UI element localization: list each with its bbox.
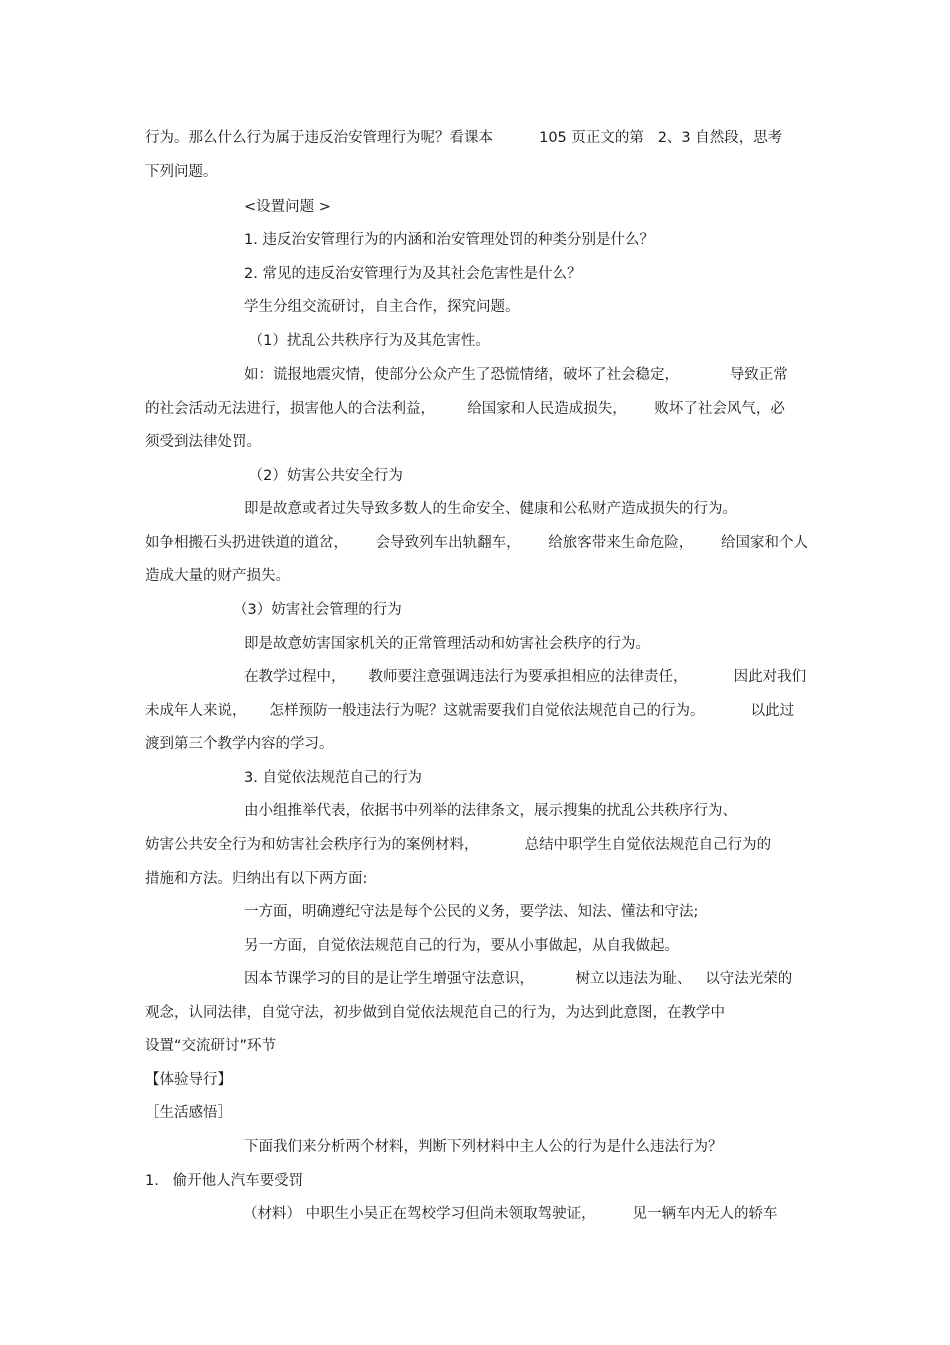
text-line: 1. 偷开他人汽车要受罚: [145, 1173, 304, 1189]
text-line: （1）扰乱公共秩序行为及其危害性。: [244, 333, 490, 349]
text-line: 即是故意妨害国家机关的正常管理活动和妨害社会秩序的行为。: [244, 636, 650, 652]
text-line: <设置问题 >: [244, 199, 331, 215]
text-line: 观念，认同法律，自觉守法，初步做到自觉依法规范自己的行为，为达到此意图，在教学中: [145, 1005, 725, 1021]
text-line: 渡到第三个教学内容的学习。: [145, 736, 334, 752]
text-line: 另一方面，自觉依法规范自己的行为，要从小事做起，从自我做起。: [244, 938, 679, 954]
text-line: 行为。那么什么行为属于违反治安管理行为呢？看课本 105 页正文的第 2、3 自然段，思考: [145, 130, 783, 146]
text-line: 妨害公共安全行为和妨害社会秩序行为的案例材料， 总结中职学生自觉依法规范自己行为的: [145, 837, 772, 853]
text-line: 如：谎报地震灾情，使部分公众产生了恐慌情绪，破坏了社会稳定， 导致正常: [244, 367, 788, 383]
subsection-heading: ［生活感悟］: [145, 1105, 232, 1121]
text-line: 下面我们来分析两个材料，判断下列材料中主人公的行为是什么违法行为？: [244, 1139, 723, 1155]
text-line: 造成大量的财产损失。: [145, 568, 290, 584]
text-line: （3）妨害社会管理的行为: [233, 602, 402, 618]
text-line: 须受到法律处罚。: [145, 434, 261, 450]
text-line: 下列问题。: [145, 164, 218, 180]
text-line: 因本节课学习的目的是让学生增强守法意识， 树立以违法为耻、 以守法光荣的: [244, 971, 793, 987]
text-line: 由小组推举代表，依据书中列举的法律条文，展示搜集的扰乱公共秩序行为、: [244, 803, 737, 819]
text-line: 3. 自觉依法规范自己的行为: [244, 770, 422, 786]
text-line: 即是故意或者过失导致多数人的生命安全、健康和公私财产造成损失的行为。: [244, 501, 737, 517]
text-line: 在教学过程中， 教师要注意强调违法行为要承担相应的法律责任， 因此对我们: [244, 669, 807, 685]
text-line: 1. 违反治安管理行为的内涵和治安管理处罚的种类分别是什么？: [244, 232, 654, 248]
text-line: （材料） 中职生小吴正在驾校学习但尚未领取驾驶证， 见一辆车内无人的轿车: [243, 1206, 778, 1222]
section-heading: 【体验导行】: [145, 1072, 232, 1088]
text-line: 未成年人来说， 怎样预防一般违法行为呢？这就需要我们自觉依法规范自己的行为。 以此过: [145, 703, 795, 719]
text-line: 学生分组交流研讨，自主合作，探究问题。: [244, 299, 520, 315]
text-line: 如争相搬石头扔进铁道的道岔， 会导致列车出轨翻车， 给旅客带来生命危险， 给国家和个人: [145, 535, 808, 551]
text-line: 措施和方法。归纳出有以下两方面:: [145, 871, 368, 887]
text-line: 设置“交流研讨”环节: [145, 1038, 277, 1054]
text-line: 的社会活动无法进行，损害他人的合法利益， 给国家和人民造成损失， 败坏了社会风气，必: [145, 401, 785, 417]
text-line: 一方面，明确遵纪守法是每个公民的义务，要学法、知法、懂法和守法;: [244, 904, 699, 920]
text-line: 2. 常见的违反治安管理行为及其社会危害性是什么？: [244, 266, 582, 282]
text-line: （2）妨害公共安全行为: [244, 468, 403, 484]
